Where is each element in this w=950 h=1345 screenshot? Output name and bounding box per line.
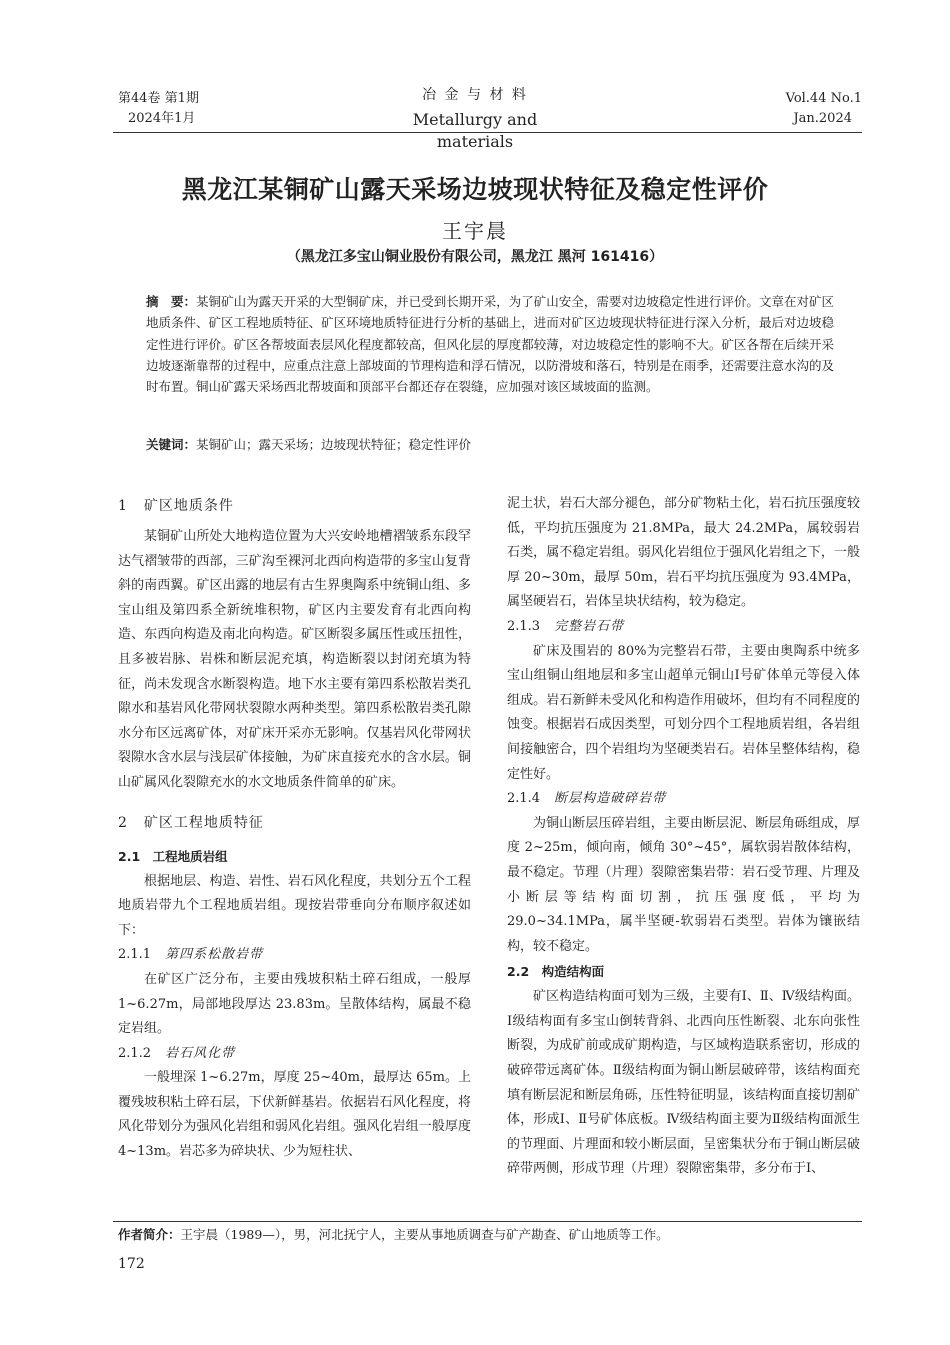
keywords-label: 关键词： [146,437,197,452]
paragraph: 为铜山断层压碎岩组，主要由断层泥、断层角砾组成，厚度 2~25m，倾向南，倾角 30°~45°，属软弱岩散体结构，最不稳定。节理（片理）裂隙密集岩带：岩石受节理、片理及小断层等结构面切割，抗压强度低，平均为 29.0~34.1MPa，属半坚硬-软弱岩石类型。岩体为镶嵌结构，较不稳定。 [507,815,860,954]
section-2-title: 矿区工程地质特征 [143,814,264,831]
paragraph: 根据地层、构造、岩性、岩石风化程度，共划分五个工程地质岩带九个工程地质岩组。现按岩带垂向分布顺序叙述如下： [118,873,471,938]
section-1-number: 1 [118,498,128,514]
section-2-1-1-heading [118,943,471,968]
section-2-2-heading: 2.2 构造结构面 [507,964,605,980]
header-journal-cn: 冶 金 与 材 料 [422,87,528,103]
section-2-1-heading: 2.1 工程地质岩组 [118,848,228,864]
abstract-text: 某铜矿山为露天开采的大型铜矿床，并已受到长期开采，为了矿山安全，需要对边坡稳定性进行评价。文章在对矿区地质条件、矿区工程地质特征、矿区环境地质特征进行分析的基础上，进而对矿区边坡现状特征进行深入分析，最后对边坡稳定性进行评价。矿区各帮坡面表层风化程度都较高，但风化层的厚度都较薄，对边坡稳定性的影响不大。矿区各帮在后续开采边坡逐渐靠帮的过程中，应重点注意上部坡面的节理构造和浮石情况，以防滑坡和落石，特别是在雨季，还需要注意水沟的及时布置。铜山矿露天采场西北帮坡面和顶部平台都还存在裂缝，应加强对该区域坡面的监测。 [146,294,834,395]
author-affiliation: （黑龙江多宝山铜业股份有限公司，黑龙江 黑河 161416） [286,249,664,265]
page-number: 172 [118,1256,145,1272]
author-name: 王宇晨 [442,219,508,243]
author-footnote [118,1225,858,1245]
paragraph: 矿区构造结构面可划为三级，主要有Ⅰ、Ⅱ、Ⅳ级结构面。Ⅰ级结构面有多宝山倒转背斜、北西向压性断裂、北东向张性断裂，为成矿前或成矿期构造，与区域构造联系密切，形成的破碎带远离矿体。Ⅱ级结构面为铜山断层破碎带，该结构面充填有断层泥和断层角砾，压性特征明显，该结构面直接切割矿体，形成Ⅰ、Ⅱ号矿体底板。Ⅳ级结构面主要为Ⅱ级结构面派生的节理面、片理面和较小断层面，呈密集状分布于铜山断层破碎带两侧，形成节理（片理）裂隙密集带，多分布于Ⅰ、 [507,989,860,1177]
keywords-text: 某铜矿山；露天采场；边坡现状特征；稳定性评价 [196,437,472,452]
section-2-1-1-number: 2.1.1 [118,947,152,963]
keywords [146,434,834,455]
section-1-heading [118,493,471,519]
paragraph: 在矿区广泛分布，主要由残坡积粘土碎石组成，一般厚 1~6.27m，局部地段厚达 23.83m。呈散体结构，属最不稳定岩组。 [118,971,471,1037]
header-date-en: Jan.2024 [793,111,852,126]
section-2-1-2-title: 岩石风化带 [165,1045,236,1061]
paragraph: 一般埋深 1~6.27m，厚度 25~40m，最厚达 65m。上覆残坡积粘土碎石层，下伏新鲜基岩。依据岩石风化程度，将风化带划分为强风化岩组和弱风化岩组。强风化岩组一般厚度 4~13m。岩芯多为碎块状、少为短柱状、 [118,1070,472,1160]
section-2-heading [118,810,471,836]
right-column [507,492,860,1182]
section-2-1-2-number: 2.1.2 [118,1045,152,1061]
abstract [146,291,834,397]
section-2-1-3-title: 完整岩石带 [554,618,625,634]
paragraph: 泥土状，岩石大部分褪色，部分矿物粘土化，岩石抗压强度较低，平均抗压强度为 21.8MPa，最大 24.2MPa，属较弱岩石类，属不稳定岩组。弱风化岩组位于强风化岩组之下，一般厚 20~30m，最厚 50m，岩石平均抗压强度为 93.4MPa，属坚硬岩石，岩体呈块状结构，较为稳定。 [507,496,860,610]
footnote-label: 作者简介： [118,1227,181,1242]
page-title: 黑龙江某铜矿山露天采场边坡现状特征及稳定性评价 [181,175,769,204]
section-2-1-3-heading [507,615,860,640]
header-date-cn: 2024年1月 [128,111,196,126]
header-journal-en: Metallurgy and materials [412,110,538,151]
paragraph: 某铜矿山所处大地构造位置为大兴安岭地槽褶皱系东段罕达气褶皱带的西部，三矿沟至裸河北西向构造带的多宝山复背斜的南西翼。矿区出露的地层有古生界奥陶系中统铜山组、多宝山组及第四系全新统堆积物，矿区内主要发育有北西向构造、东西向构造及南北向构造。矿区断裂多属压性或压扭性，且多被岩脉、岩株和断层泥充填，构造断裂以封闭充填为特征，尚未发现含水断裂构造。地下水主要有第四系松散岩类孔隙水和基岩风化带网状裂隙水两种类型。第四系松散岩类孔隙水分布区远离矿体，对矿床开采亦无影响。仅基岩风化带网状裂隙水含水层与浅层矿体接触，为矿床直接充水的含水层。铜山矿属风化裂隙充水的水文地质条件简单的矿床。 [118,529,471,790]
section-2-1-3-number: 2.1.3 [507,618,541,634]
section-2-1-2-heading [118,1042,471,1067]
section-2-number: 2 [118,814,128,831]
section-1-title: 矿区地质条件 [143,498,234,514]
section-2-1-4-title: 断层构造破碎岩带 [554,791,667,807]
abstract-label: 摘 要： [146,294,197,309]
footnote-rule [113,1221,862,1222]
footnote-text: 王宇晨（1989—），男，河北抚宁人，主要从事地质调查与矿产勘查、矿山地质等工作。 [180,1227,669,1242]
header-volume-en: Vol.44 No.1 [785,91,862,106]
section-2-1-1-title: 第四系松散岩带 [165,947,264,963]
header-rule [113,132,862,133]
left-column [118,493,471,1165]
section-2-1-4-heading [507,787,860,812]
paragraph: 矿床及围岩的 80%为完整岩石带，主要由奥陶系中统多宝山组铜山组地层和多宝山超单元铜山Ⅰ号矿体单元等侵入体组成。岩石新鲜未受风化和构造作用破坏，但均有不同程度的蚀变。根据岩石成因类型，可划分四个工程地质岩组，各岩组间接触密合，四个岩组均为坚硬类岩石。岩体呈整体结构，稳定性好。 [507,643,860,782]
header-volume: 第44卷 第1期 [118,91,199,106]
section-2-1-4-number: 2.1.4 [507,791,541,807]
